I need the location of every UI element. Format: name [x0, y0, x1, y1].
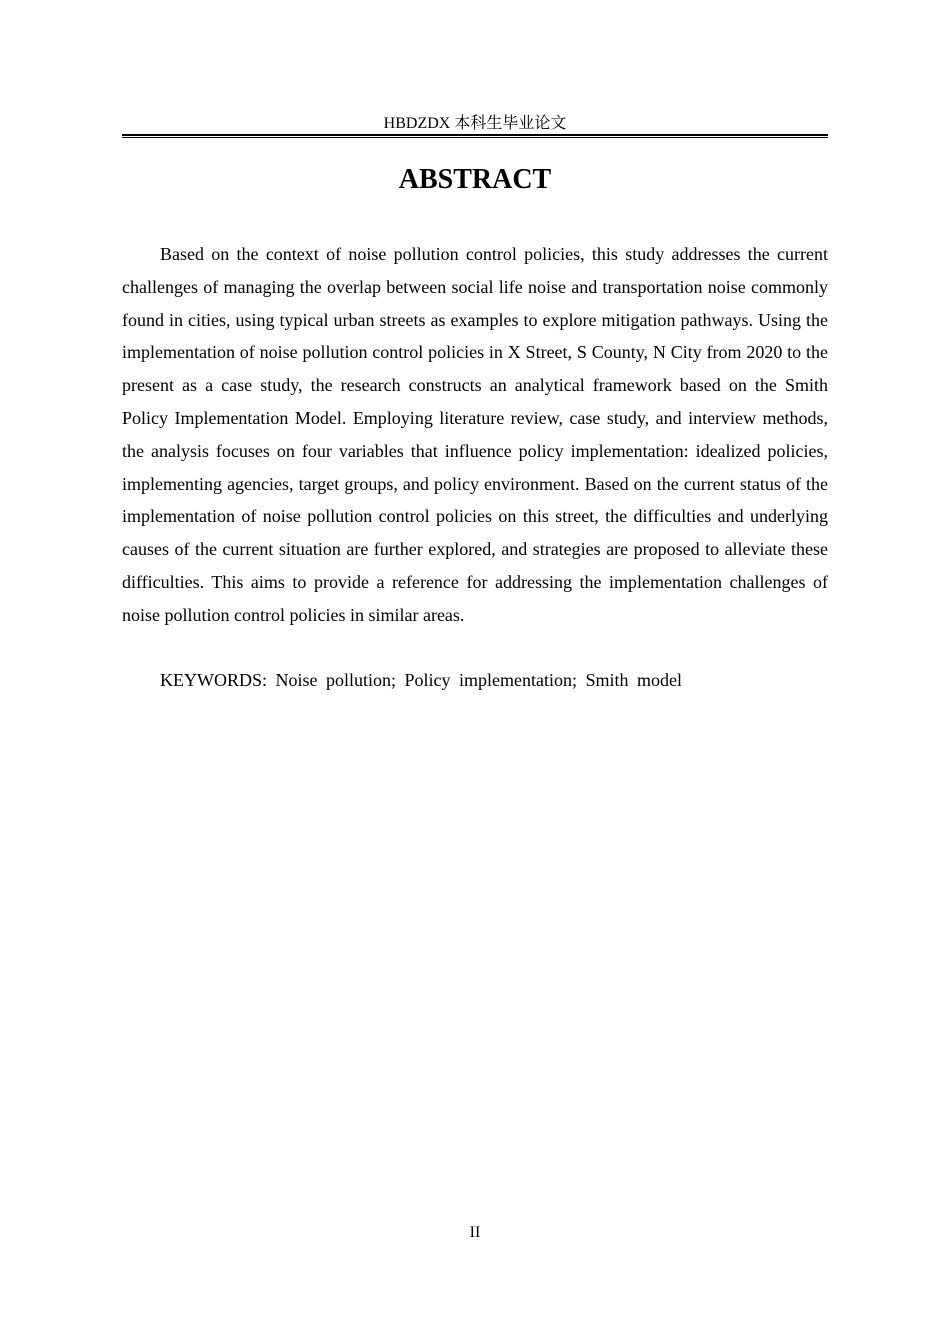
abstract-paragraph: Based on the context of noise pollution control policies, this study addresses the current challenges of managing the overlap between social life noise and transportation noise commonly found in cities, using typical urban streets as examples to explore mitigation pathways. Using the implementation of noise pollution control policies in X Street, S County, N City from 2020 to the present as a case study, the research constructs an analytical framework based on the Smith Policy Implementation Model. Employing literature review, case study, and interview methods, the analysis focuses on four variables that influence policy implementation: idealized policies, implementing agencies, target groups, and policy environment. Based on the current status of the implementation of noise pollution control policies on this street, the difficulties and underlying causes of the current situation are further explored, and strategies are proposed to alleviate these difficulties. This aims to provide a reference for addressing the implementation challenges of noise pollution control policies in similar areas. [122, 244, 828, 625]
page-number: II [469, 1224, 481, 1241]
abstract-title: ABSTRACT [398, 164, 552, 195]
keywords-line: KEYWORDS: Noise pollution; Policy implementation; Smith model [160, 670, 682, 690]
header-rule-thin [122, 137, 828, 138]
header-rule [122, 134, 828, 136]
running-header: HBDZDX 本科生毕业论文 [383, 115, 567, 132]
